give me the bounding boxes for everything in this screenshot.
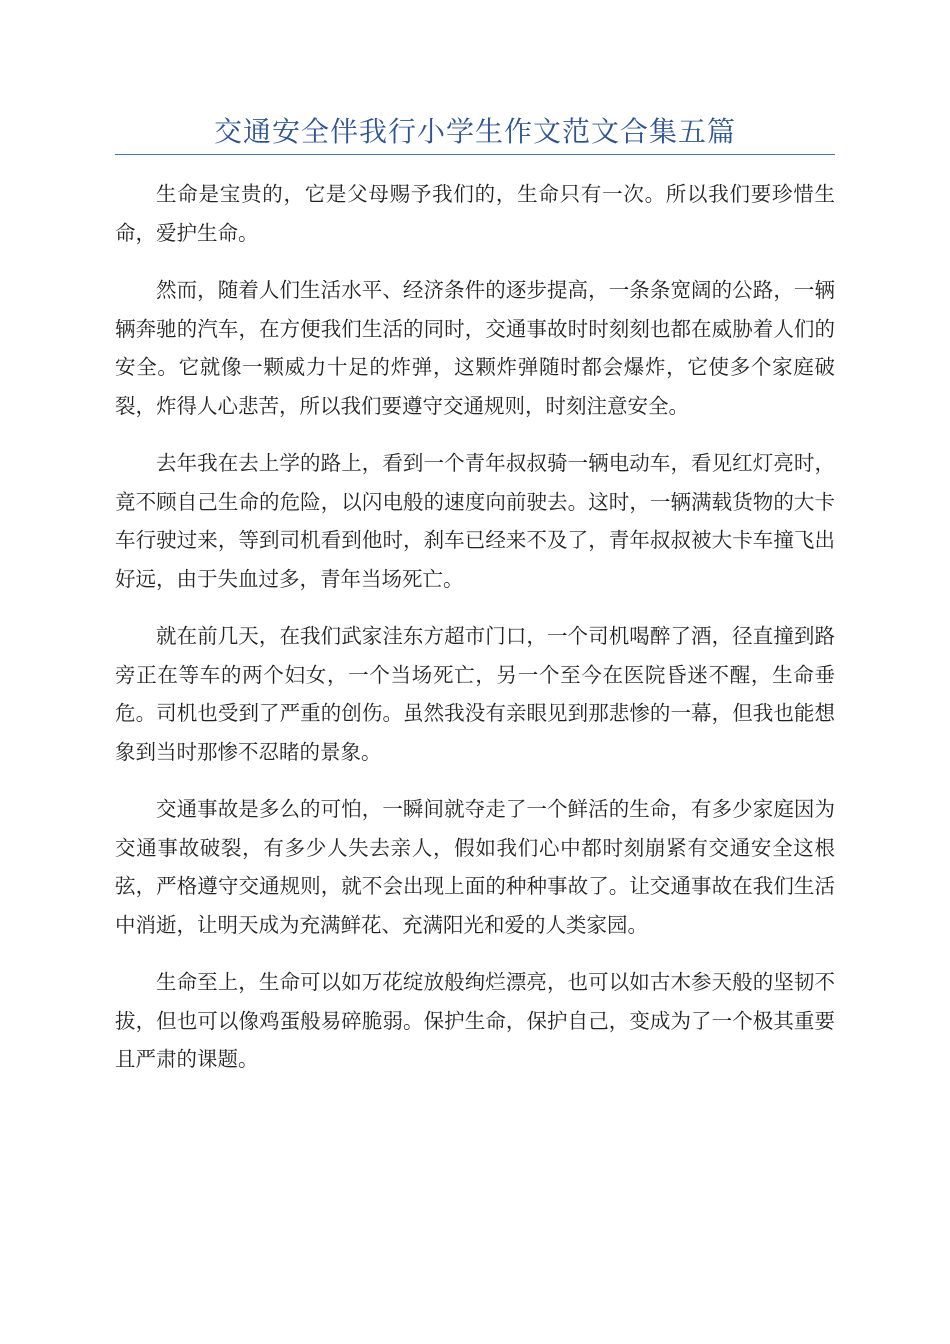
paragraph: 交通事故是多么的可怕，一瞬间就夺走了一个鲜活的生命，有多少家庭因为交通事故破裂，有多少人失去亲人，假如我们心中都时刻崩紧有交通安全这根弦，严格遵守交通规则，就不会出现上面的种种事故了。让交通事故在我们生活中消逝，让明天成为充满鲜花、充满阳光和爱的人类家园。 [115, 797, 835, 937]
document-body [115, 175, 835, 1098]
title-underline [115, 154, 835, 155]
document-title: 交通安全伴我行小学生作文范文合集五篇 [213, 115, 736, 148]
paragraph: 然而，随着人们生活水平、经济条件的逐步提高，一条条宽阔的公路，一辆辆奔驰的汽车，在方便我们生活的同时，交通事故时时刻刻也都在威胁着人们的安全。它就像一颗威力十足的炸弹，这颗炸弹随时都会爆炸，它使多个家庭破裂，炸得人心悲苦，所以我们要遵守交通规则，时刻注意安全。 [115, 278, 835, 418]
paragraph: 就在前几天，在我们武家洼东方超市门口，一个司机喝醉了酒，径直撞到路旁正在等车的两个妇女，一个当场死亡，另一个至今在医院昏迷不醒，生命垂危。司机也受到了严重的创伤。虽然我没有亲眼见到那悲惨的一幕，但我也能想象到当时那惨不忍睹的景象。 [115, 624, 835, 764]
paragraph: 生命是宝贵的，它是父母赐予我们的，生命只有一次。所以我们要珍惜生命，爱护生命。 [115, 182, 835, 245]
paragraph: 生命至上，生命可以如万花绽放般绚烂漂亮，也可以如古木参天般的坚韧不拔，但也可以像鸡蛋般易碎脆弱。保护生命，保护自己，变成为了一个极其重要且严肃的课题。 [115, 970, 835, 1071]
paragraph: 去年我在去上学的路上，看到一个青年叔叔骑一辆电动车，看见红灯亮时，竟不顾自己生命的危险，以闪电般的速度向前驶去。这时，一辆满载货物的大卡车行驶过来，等到司机看到他时，刹车已经来不及了，青年叔叔被大卡车撞飞出好远，由于失血过多，青年当场死亡。 [115, 451, 835, 591]
